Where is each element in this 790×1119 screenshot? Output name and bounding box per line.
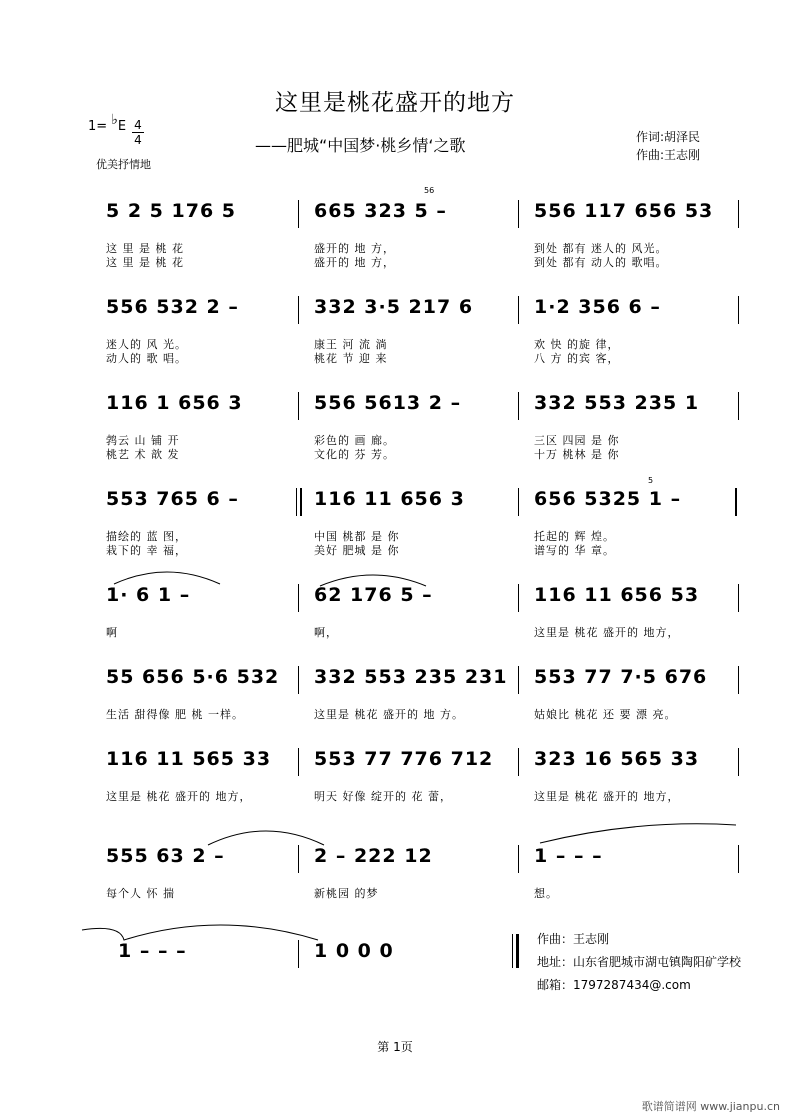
score-system-4 — [0, 476, 790, 583]
measure: 656 5325 1 – — [534, 488, 682, 510]
measure: 2 – 222 12 — [314, 845, 433, 867]
measure: 323 16 565 33 — [534, 748, 700, 770]
lyric-line: 新桃园 的梦 — [314, 887, 379, 900]
lyric-line: 盛开的 地 方， — [314, 256, 395, 269]
song-subtitle: ——肥城“中国梦·桃乡情‘之歌 — [255, 136, 466, 155]
barline — [518, 296, 519, 324]
repeat-barline — [300, 488, 302, 516]
measure: 556 532 2 – — [106, 296, 239, 318]
grace-note: 5 — [648, 476, 654, 485]
lyric-line: 桃艺 术 歆 发 — [106, 448, 180, 461]
repeat-barline — [735, 488, 737, 516]
lyric-line: 到处 都有 动人的 歌唱。 — [534, 256, 668, 269]
lyric-line: 迷人的 风 光。 — [106, 338, 187, 351]
barline — [298, 584, 299, 612]
lyric-line: 盛开的 地 方， — [314, 242, 395, 255]
measure: 1·2 356 6 – — [534, 296, 661, 318]
contact-address: 地址：山东省肥城市湖屯镇陶阳矿学校 — [537, 955, 742, 969]
lyric-line: 啊， — [314, 626, 338, 639]
grace-note: 56 — [424, 186, 435, 195]
measure: 1· 6 1 – — [106, 584, 191, 606]
contact-email: 邮箱：1797287434@.com — [537, 978, 691, 992]
score-system-1 — [0, 186, 790, 295]
score-system-3 — [0, 392, 790, 487]
lyricist-credit: 作词:胡泽民 — [636, 130, 701, 144]
contact-composer: 作曲：王志刚 — [537, 932, 610, 946]
lyric-line: 桃花 节 迎 来 — [314, 352, 388, 365]
barline — [738, 748, 739, 776]
measure: 553 77 776 712 — [314, 748, 494, 770]
key-prefix: 1= — [88, 119, 108, 134]
barline — [518, 666, 519, 694]
lyric-line: 想。 — [534, 887, 558, 900]
lyric-line: 描绘的 蓝 图， — [106, 530, 187, 543]
barline — [518, 488, 519, 516]
measure: 62 176 5 – — [314, 584, 433, 606]
measure: 665 323 5 – — [314, 200, 447, 222]
barline — [738, 584, 739, 612]
measure: 556 5613 2 – — [314, 392, 462, 414]
measure: 116 11 656 3 — [314, 488, 465, 510]
lyric-line: 到处 都有 迷人的 风光。 — [534, 242, 668, 255]
measure: 1 0 0 0 — [314, 940, 394, 962]
measure: 553 77 7·5 676 — [534, 666, 708, 688]
key-signature — [88, 112, 127, 134]
measure: 332 553 235 231 — [314, 666, 508, 688]
barline — [298, 200, 299, 228]
barline — [298, 296, 299, 324]
measure: 5 2 5 176 5 — [106, 200, 237, 222]
lyric-line: 这 里 是 桃 花 — [106, 256, 184, 269]
lyric-line: 康王 河 流 淌 — [314, 338, 388, 351]
lyric-line: 这里是 桃花 盛开的 地方， — [106, 790, 252, 803]
lyric-line: 中国 桃都 是 你 — [314, 530, 400, 543]
page-number: 第 1页 — [377, 1040, 413, 1054]
song-title: 这里是桃花盛开的地方 — [275, 90, 515, 116]
lyric-line: 托起的 辉 煌。 — [534, 530, 615, 543]
time-signature — [132, 118, 144, 147]
measure: 555 63 2 – — [106, 845, 225, 867]
lyric-line: 栽下的 幸 福， — [106, 544, 187, 557]
barline — [738, 392, 739, 420]
measure: 116 11 656 53 — [534, 584, 700, 606]
measure: 553 765 6 – — [106, 488, 239, 510]
lyric-line: 十万 桃林 是 你 — [534, 448, 620, 461]
lyric-line: 彩色的 画 廊。 — [314, 434, 395, 447]
measure: 332 553 235 1 — [534, 392, 700, 414]
composer-credit: 作曲:王志刚 — [636, 148, 701, 162]
tempo-marking: 优美抒情地 — [96, 158, 151, 171]
lyric-line: 谱写的 华 章。 — [534, 544, 615, 557]
measure: 116 1 656 3 — [106, 392, 243, 414]
score-system-8 — [0, 845, 790, 940]
lyric-line: 美好 肥城 是 你 — [314, 544, 400, 557]
lyric-line: 这 里 是 桃 花 — [106, 242, 184, 255]
lyric-line: 这里是 桃花 盛开的 地方， — [534, 626, 680, 639]
barline — [298, 666, 299, 694]
lyric-line: 欢 快 的旋 律， — [534, 338, 620, 351]
barline — [738, 296, 739, 324]
score-system-2 — [0, 296, 790, 391]
lyric-line: 三区 四园 是 你 — [534, 434, 620, 447]
score-system-7 — [0, 748, 790, 843]
lyric-line: 动人的 歌 唱。 — [106, 352, 187, 365]
flat-symbol: ♭ — [111, 112, 118, 128]
measure: 556 117 656 53 — [534, 200, 714, 222]
lyric-line: 生活 甜得像 肥 桃 一样。 — [106, 708, 244, 721]
barline — [518, 200, 519, 228]
barline — [518, 584, 519, 612]
meter-top: 4 — [134, 118, 142, 132]
barline — [738, 845, 739, 873]
score-system-5 — [0, 584, 790, 679]
measure: 1 – – – — [534, 845, 603, 867]
final-barline — [516, 934, 519, 968]
measure: 116 11 565 33 — [106, 748, 272, 770]
barline — [738, 200, 739, 228]
barline — [738, 666, 739, 694]
final-barline — [512, 934, 513, 968]
key-letter: E — [117, 119, 127, 134]
watermark: 歌谱简谱网 www.jianpu.cn — [641, 1100, 780, 1113]
measure: 332 3·5 217 6 — [314, 296, 474, 318]
measure: 55 656 5·6 532 — [106, 666, 280, 688]
measure: 1 – – – — [118, 940, 187, 962]
score-system-6 — [0, 666, 790, 761]
barline — [518, 748, 519, 776]
barline — [298, 748, 299, 776]
barline — [518, 392, 519, 420]
lyric-line: 每个人 怀 揣 — [106, 887, 175, 900]
lyric-line: 鹁云 山 铺 开 — [106, 434, 180, 447]
barline — [298, 845, 299, 873]
meter-bottom: 4 — [134, 133, 142, 147]
lyric-line: 啊 — [106, 626, 118, 639]
barline — [298, 940, 299, 968]
lyric-line: 这里是 桃花 盛开的 地 方。 — [314, 708, 464, 721]
barline — [518, 845, 519, 873]
repeat-barline — [296, 488, 297, 516]
lyric-line: 姑娘比 桃花 还 要 漂 亮。 — [534, 708, 677, 721]
lyric-line: 八 方 的宾 客， — [534, 352, 620, 365]
lyric-line: 明天 好像 绽开的 花 蕾， — [314, 790, 452, 803]
barline — [298, 392, 299, 420]
lyric-line: 文化的 芬 芳。 — [314, 448, 395, 461]
lyric-line: 这里是 桃花 盛开的 地方， — [534, 790, 680, 803]
